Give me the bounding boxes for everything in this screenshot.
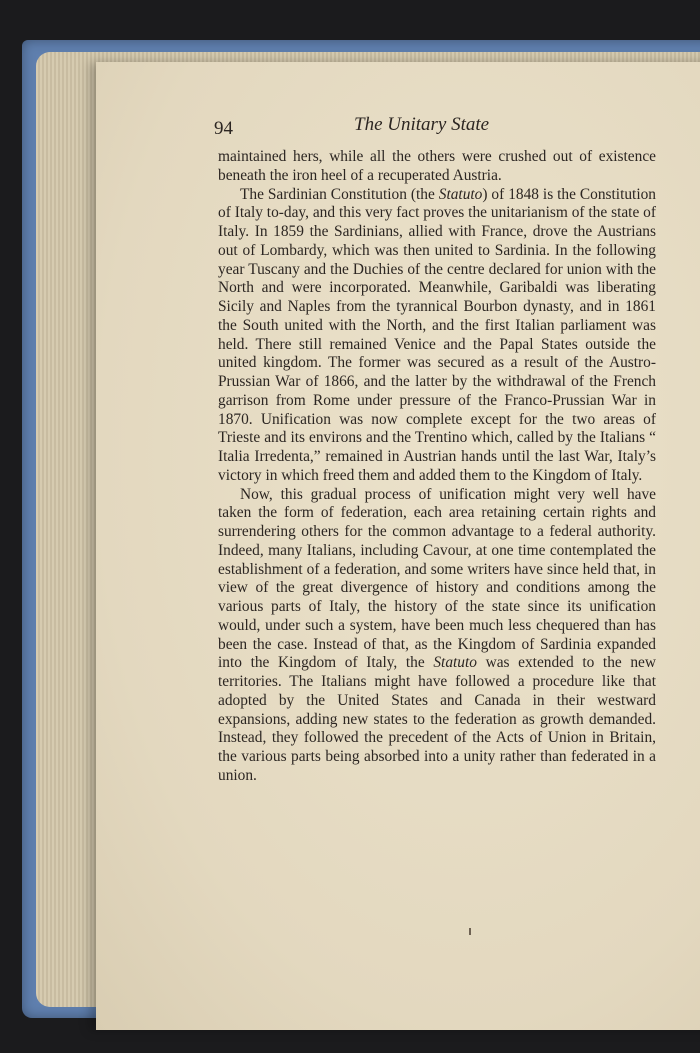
italic-term: Statuto — [438, 185, 483, 203]
page-number: 94 — [214, 118, 233, 139]
running-head: The Unitary State — [354, 114, 490, 135]
text-segment: was extended to the new territories. The Italians might have followed a procedure like that adopted by the United States and Canada in their westward expansions, adding new states to the federation as growth demanded. Instead, they followed the precedent of the Acts of Union in Britain, the various parts being absorbed into a unity rather than federated in a union. — [218, 654, 656, 784]
paragraph — [218, 486, 656, 786]
page-header — [214, 112, 654, 146]
italic-term: Statuto — [433, 654, 477, 672]
body-text — [218, 148, 656, 786]
ink-mark — [469, 928, 471, 935]
paragraph — [218, 148, 656, 186]
text-segment: ) of 1848 is the Constitution of Italy to-day, and this very fact proves the unitarianism of the state of Italy. In 1859 the Sardinians, allied with France, drove the Austrians out of Lombardy, which was then united to Sardinia. In the following year Tuscany and the Duchies of the centre declared for union with the North and were incorporated. Meanwhile, Garibaldi was liberating Sicily and Naples from the tyrannical Bourbon dynasty, and in 1861 the South united with the North, and the first Italian parliament was held. There still remained Venice and the Papal States outside the united kingdom. The former was secured as a result of the Austro-Prussian War of 1866, and the latter by the withdrawal of the French garrison from Rome under pressure of the Franco-Prussian War in 1870. Unification was now complete except for the two areas of Trieste and its environs and the Trentino which, called by the Italians “ Italia Irredenta,” remained in Austrian hands until the last War, Italy’s victory in which freed them and added them to the Kingdom of Italy. — [218, 185, 656, 484]
text-segment: Now, this gradual process of unification might very well have taken the form of federation, each area retaining certain rights and surrendering others for the common advantage to a federal authority. Indeed, many Italians, including Cavour, at one time contemplated the establishment of a federation, and some writers have since held that, in view of the great divergence of history and conditions among the various parts of Italy, the history of the state since its unification would, under such a system, have been much less chequered than has been the case. Instead of that, as the Kingdom of Sardinia expanded into the Kingdom of Italy, the — [218, 485, 656, 672]
text-segment: The Sardinian Constitution (the — [240, 185, 439, 203]
paragraph — [218, 186, 656, 486]
text-segment: maintained hers, while all the others were crushed out of existence beneath the iron heel of a recuperated Austria. — [218, 148, 656, 184]
